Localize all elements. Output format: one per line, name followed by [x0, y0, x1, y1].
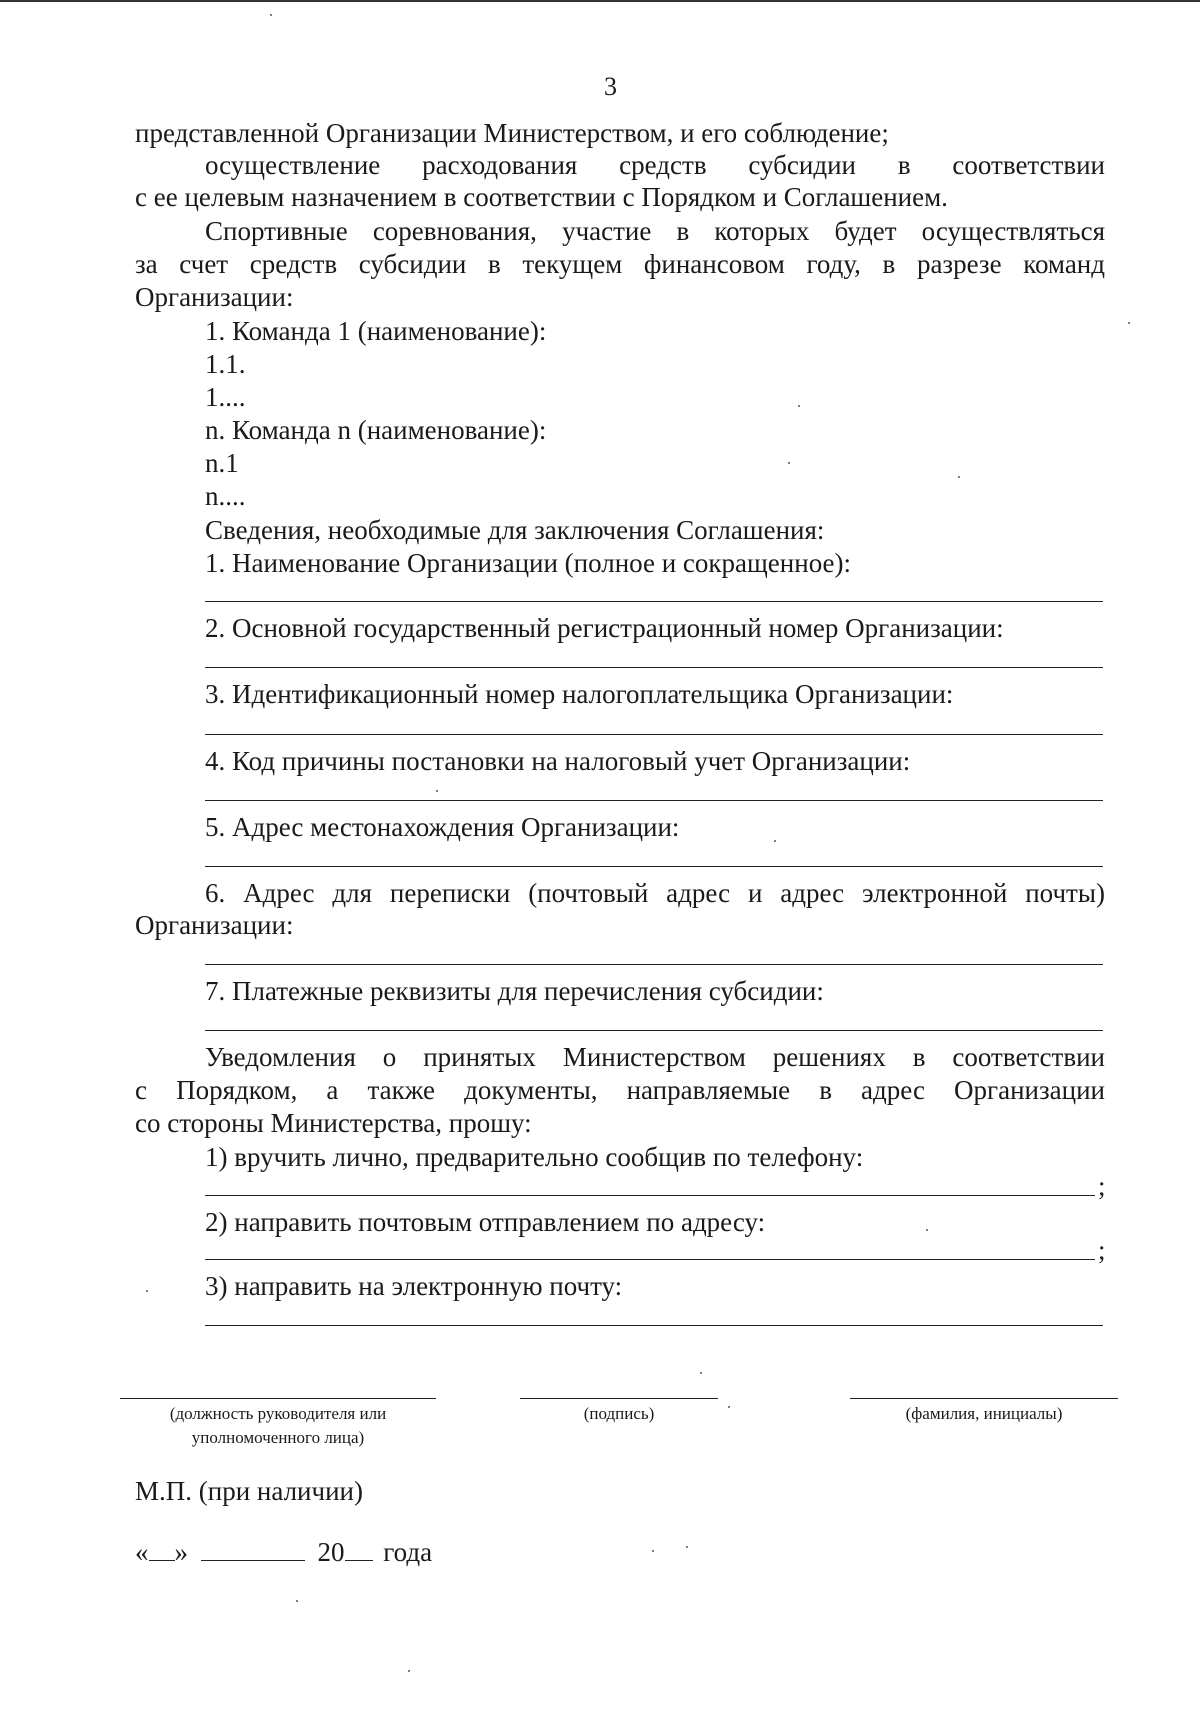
scan-speck: [652, 1550, 654, 1552]
fill-line: [205, 1195, 1095, 1196]
line-end-mark: ;: [1098, 1235, 1106, 1265]
date-open-quote: «: [135, 1537, 149, 1567]
scan-speck: [958, 476, 960, 478]
fill-line: [205, 800, 1103, 801]
option-label: 2) направить почтовым отправлением по адресу:: [205, 1207, 766, 1237]
caption-position: (должность руководителя или: [169, 1404, 387, 1423]
scan-speck: [270, 14, 272, 16]
year-prefix: 20: [317, 1537, 345, 1567]
year-suffix: года: [383, 1537, 433, 1567]
fill-line: [205, 866, 1103, 867]
date-line: [135, 1536, 432, 1568]
scan-speck: [788, 462, 790, 464]
fill-line: [205, 1030, 1103, 1031]
text-line: с Порядком, а также документы, направляемые в адрес Организации: [135, 1075, 1105, 1105]
signature-line-name: [850, 1398, 1118, 1399]
fill-line: [205, 734, 1103, 735]
field-label: Организации:: [135, 910, 294, 940]
scan-speck: [728, 1406, 730, 1408]
seal-placeholder: М.П. (при наличии): [135, 1476, 363, 1506]
list-item: 1....: [205, 382, 246, 412]
list-item: 1. Команда 1 (наименование):: [205, 316, 547, 346]
caption-fullname: (фамилия, инициалы): [905, 1404, 1063, 1423]
signature-line-sign: [520, 1398, 718, 1399]
fill-line: [205, 601, 1103, 602]
scan-speck: [1128, 322, 1130, 324]
text-line: со стороны Министерства, прошу:: [135, 1108, 532, 1138]
scan-edge-line: [0, 0, 1200, 2]
scan-speck: [926, 1229, 928, 1231]
line-end-mark: ;: [1098, 1171, 1106, 1201]
scan-speck: [774, 840, 776, 842]
day-blank: [149, 1536, 175, 1561]
list-item: n....: [205, 481, 246, 511]
fill-line: [205, 964, 1103, 965]
fill-line: [205, 1325, 1103, 1326]
fill-line: [205, 667, 1103, 668]
scan-speck: [700, 1372, 702, 1374]
page-number: 3: [604, 72, 617, 101]
field-label: 2. Основной государственный регистрационный номер Организации:: [205, 613, 1004, 643]
field-label: 6. Адрес для переписки (почтовый адрес и адрес электронной почты): [205, 878, 1105, 908]
section-heading: Сведения, необходимые для заключения Соглашения:: [205, 515, 825, 545]
field-label: 3. Идентификационный номер налогоплательщика Организации:: [205, 679, 954, 709]
field-label: 5. Адрес местонахождения Организации:: [205, 812, 680, 842]
option-label: 1) вручить лично, предварительно сообщив по телефону:: [205, 1142, 864, 1172]
month-blank: [201, 1536, 305, 1561]
field-label: 7. Платежные реквизиты для перечисления субсидии:: [205, 976, 824, 1006]
scan-speck: [798, 405, 800, 407]
scan-speck: [408, 1670, 410, 1672]
text-line: за счет средств субсидии в текущем финансовом году, в разрезе команд: [135, 249, 1105, 279]
list-item: 1.1.: [205, 349, 246, 379]
scan-speck: [146, 1290, 148, 1292]
text-line: осуществление расходования средств субсидии в соответствии: [205, 150, 1105, 180]
scan-speck: [296, 1600, 298, 1602]
text-line: Спортивные соревнования, участие в которых будет осуществляться: [205, 216, 1105, 246]
caption-position: уполномоченного лица): [191, 1428, 365, 1447]
text-line: Организации:: [135, 282, 294, 312]
text-line: представленной Организации Министерством, и его соблюдение;: [135, 118, 889, 148]
year-blank: [345, 1536, 373, 1561]
text-line: Уведомления о принятых Министерством решениях в соответствии: [205, 1042, 1105, 1072]
caption-signature: (подпись): [583, 1404, 655, 1423]
list-item: n.1: [205, 448, 239, 478]
list-item: n. Команда n (наименование):: [205, 415, 547, 445]
field-label: 4. Код причины постановки на налоговый учет Организации:: [205, 746, 911, 776]
scan-speck: [436, 790, 438, 792]
fill-line: [205, 1259, 1095, 1260]
text-line: с ее целевым назначением в соответствии с Порядком и Соглашением.: [135, 182, 948, 212]
field-label: 1. Наименование Организации (полное и сокращенное):: [205, 548, 851, 578]
option-label: 3) направить на электронную почту:: [205, 1271, 623, 1301]
date-close-quote: »: [174, 1537, 188, 1567]
signature-line-position: [120, 1398, 436, 1399]
scan-speck: [686, 1546, 688, 1548]
